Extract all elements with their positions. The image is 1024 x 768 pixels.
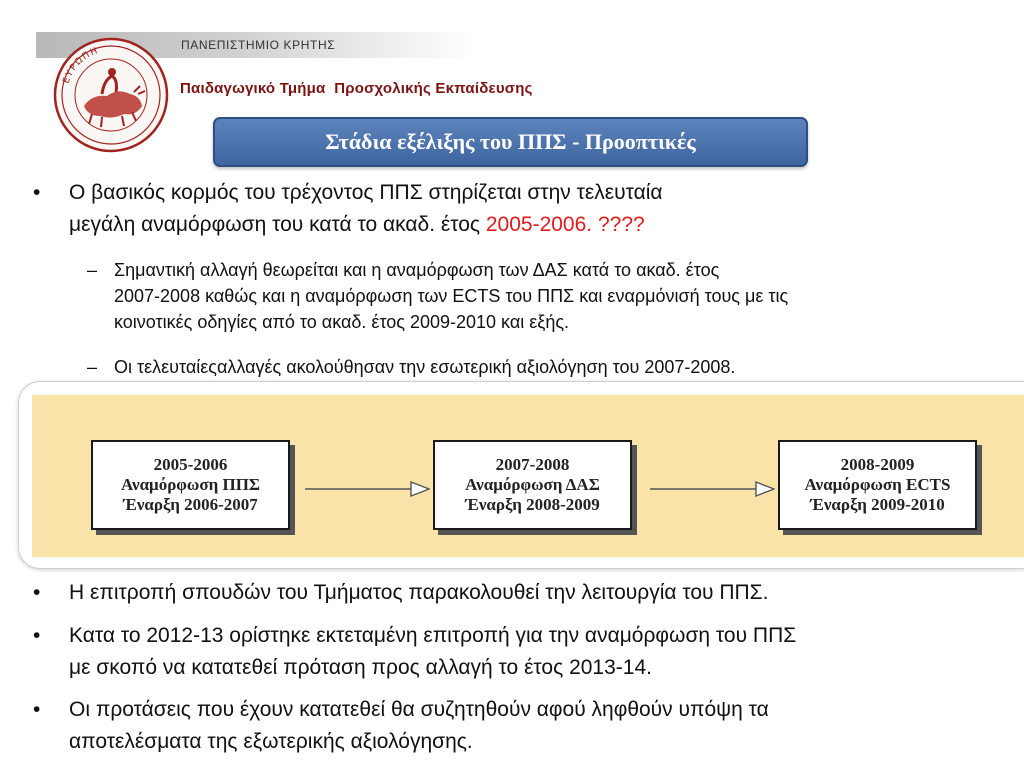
slide-title-box: [213, 117, 808, 167]
sub-bullet-1: [87, 257, 789, 335]
timeline-box-2: [433, 440, 632, 530]
timeline-arrow-1: [305, 481, 430, 497]
bullet-symbol: •: [33, 624, 41, 647]
bullet-2-line-1: Η επιτροπή σπουδών του Τμήματος παρακολουθεί την λειτουργία του ΠΠΣ.: [69, 581, 769, 604]
sub-bullet-1-line-3: κοινοτικές οδηγίες από το ακαδ. έτος 2009-2010 και εξής.: [114, 312, 570, 332]
bullet-symbol: •: [33, 581, 41, 604]
bullet-item-3: [33, 620, 797, 684]
timeline-year: 2005-2006: [153, 455, 228, 474]
bullet-item-2: [33, 577, 769, 609]
university-name: ΠΑΝΕΠΙΣΤΗΜΙΟ ΚΡΗΤΗΣ: [181, 38, 336, 52]
sub-bullet-1-line-1: Σημαντική αλλαγή θεωρείται και η αναμόρφωση των ΔΑΣ κατά το ακαδ. έτος: [114, 260, 720, 280]
timeline-reform: Αναμόρφωση ΔΑΣ: [465, 475, 600, 494]
department-name-part1: Παιδαγωγικό Τμήμα: [180, 80, 326, 97]
sub-bullet-2-line-1: Οι τελευταίεςαλλαγές ακολούθησαν την εσωτερική αξιολόγηση του 2007-2008.: [114, 357, 736, 377]
highlight-year: 2005-2006. ????: [485, 213, 645, 236]
timeline-year: 2008-2009: [840, 455, 915, 474]
sub-bullet-1-line-2: 2007-2008 καθώς και η αναμόρφωση των ECTS του ΠΠΣ και εναρμόνισή τους με τις: [114, 286, 789, 306]
timeline-box-3: [778, 440, 977, 530]
bullet-item-1: [33, 177, 663, 241]
timeline-arrow-2: [650, 481, 775, 497]
bullet-4-line-2: αποτελέσματα της εξωτερικής αξιολόγησης.: [69, 730, 473, 753]
sub-bullet-2: [87, 354, 736, 380]
bullet-1-line-2: [69, 209, 663, 241]
timeline-start: Έναρξη 2009-2010: [810, 495, 945, 514]
slide-title: Στάδια εξέλιξης του ΠΠΣ - Προοπτικές: [325, 129, 696, 154]
bullet-3-line-1: Κατα το 2012-13 ορίστηκε εκτεταμένη επιτροπή για την αναμόρφωση του ΠΠΣ: [69, 624, 797, 647]
seal-text: ΕΥΡΩΠΗ: [61, 45, 101, 86]
bullet-item-4: [33, 694, 769, 758]
timeline-reform: Αναμόρφωση ΠΠΣ: [120, 475, 261, 494]
bullet-4-line-1: Οι προτάσεις που έχουν κατατεθεί θα συζητηθούν αφού ληφθούν υπόψη τα: [69, 698, 769, 721]
bullet-3-line-2: με σκοπό να κατατεθεί πρόταση προς αλλαγή το έτος 2013-14.: [69, 656, 652, 679]
bullet-1-line-1: Ο βασικός κορμός του τρέχοντος ΠΠΣ στηρίζεται στην τελευταία: [69, 181, 663, 204]
bullet-symbol: •: [33, 698, 41, 721]
dash-symbol: –: [87, 357, 98, 377]
timeline-box-1: [91, 440, 290, 530]
timeline-start: Έναρξη 2006-2007: [123, 495, 258, 514]
department-name-part2: Προσχολικής Εκπαίδευσης: [334, 80, 533, 97]
dash-symbol: –: [87, 260, 98, 280]
university-seal-logo: [52, 36, 170, 154]
department-name: [180, 80, 533, 97]
bullet-1-line-2-text: μεγάλη αναμόρφωση του κατά το ακαδ. έτος: [69, 213, 486, 236]
timeline-year: 2007-2008: [495, 455, 570, 474]
timeline-reform: Αναμόρφωση ECTS: [804, 475, 951, 494]
timeline-start: Έναρξη 2008-2009: [465, 495, 600, 514]
bullet-symbol: •: [33, 181, 41, 204]
